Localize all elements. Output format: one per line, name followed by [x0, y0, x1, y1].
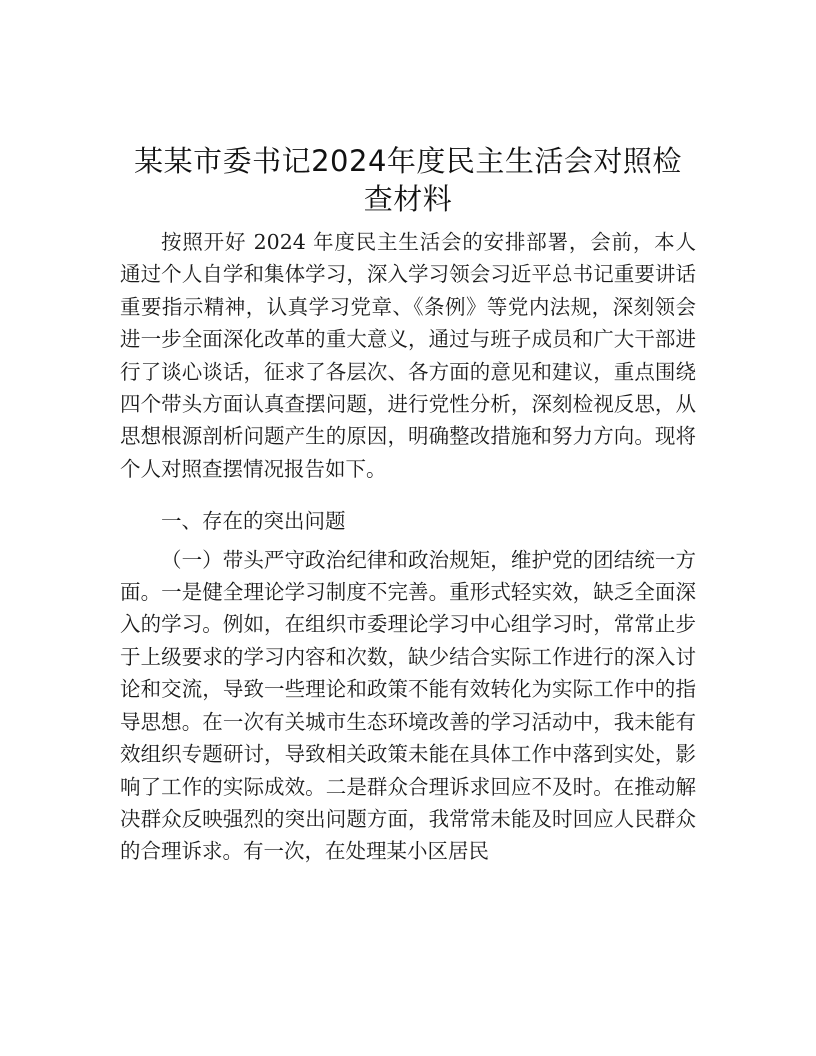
section-heading: 一、存在的突出问题	[161, 509, 346, 534]
document-title: 某某市委书记2024年度民主生活会对照检查材料	[134, 144, 682, 216]
document-body	[120, 226, 696, 868]
section-paragraph: （一）带头严守政治纪律和政治规矩，维护党的团结统一方面。一是健全理论学习制度不完善。重形式轻实效，缺乏全面深入的学习。例如，在组织市委理论学习中心组学习时，常常止步于上级要求的学习内容和次数，缺少结合实际工作进行的深入讨论和交流，导致一些理论和政策不能有效转化为实际工作中的指导思想。在一次有关城市生态环境改善的学习活动中，我未能有效组织专题研讨，导致相关政策未能在具体工作中落到实处，影响了工作的实际成效。二是群众合理诉求回应不及时。在推动解决群众反映强烈的突出问题方面，我常常未能及时回应人民群众的合理诉求。有一次，在处理某小区居民	[120, 547, 696, 864]
intro-paragraph: 按照开好 2024 年度民主生活会的安排部署，会前，本人通过个人自学和集体学习，深入学习领会习近平总书记重要讲话重要指示精神，认真学习党章、《条例》等党内法规，深刻领会进一步全面深化改革的重大意义，通过与班子成员和广大干部进行了谈心谈话，征求了各层次、各方面的意见和建议，重点围绕四个带头方面认真查摆问题，进行党性分析，深刻检视反思，从思想根源剖析问题产生的原因，明确整改措施和努力方向。现将个人对照查摆情况报告如下。	[120, 230, 696, 481]
